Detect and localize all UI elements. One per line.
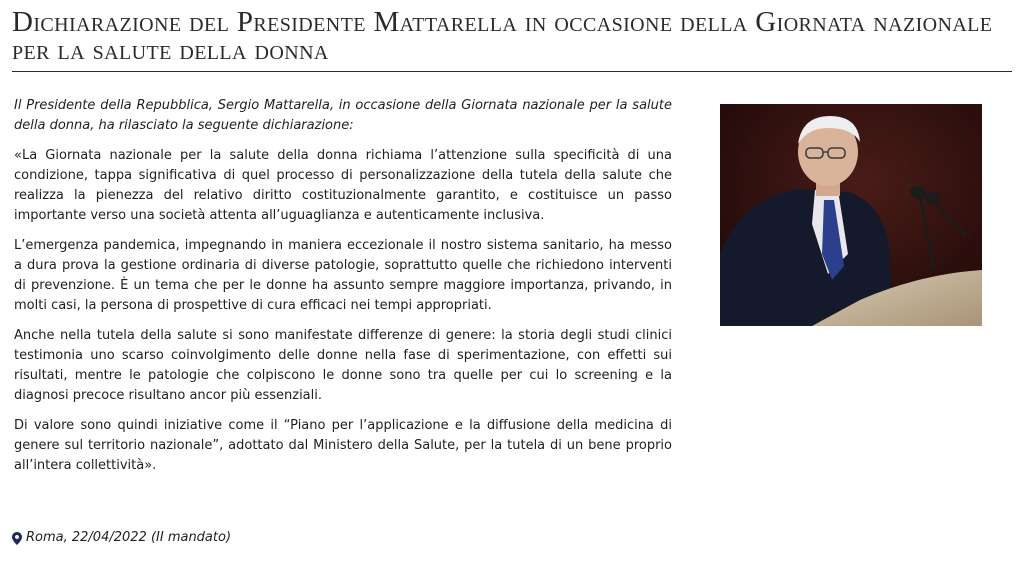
place-date: Roma, 22/04/2022 (II mandato) — [26, 530, 232, 545]
president-photo — [720, 104, 982, 326]
president-photo-illustration — [720, 104, 982, 326]
page-title: Dichiarazione del Presidente Mattarella in occasione della Giornata nazionale per la salute della donna — [12, 6, 993, 66]
intro-paragraph: Il Presidente della Repubblica, Sergio Mattarella, in occasione della Giornata nazionale per la salute della donna, ha rilasciato la seguente dichiarazione: — [14, 98, 672, 133]
article-body — [14, 96, 672, 486]
body-paragraph-4: Di valore sono quindi iniziative come il “Piano per l’applicazione e la diffusione della medicina di genere sul territorio nazionale”, adottato dal Ministero della Salute, per la tutela di un bene proprio all’intera collettività». — [14, 418, 672, 473]
body-paragraph-1: «La Giornata nazionale per la salute della donna richiama l’attenzione sulla specificità di una condizione, tappa significativa di quel processo di personalizzazione della tutela della salute che realizza la pienezza del relativo diritto costituzionalmente garantito, e costituisce un passo importante verso una società attenta all’uguaglianza e autenticamente inclusiva. — [14, 148, 672, 223]
map-marker-icon — [12, 532, 22, 545]
body-paragraph-2: L’emergenza pandemica, impegnando in maniera eccezionale il nostro sistema sanitario, ha messo a dura prova la gestione ordinaria di diverse patologie, soprattutto quelle che richiedono interventi di prevenzione. È un tema che per le donne ha assunto sempre maggiore importanza, privando, in molti casi, la persona di prospettive di cura efficaci nei tempi appropriati. — [14, 238, 672, 313]
footer-location — [12, 530, 231, 546]
title-divider — [12, 71, 1012, 72]
body-paragraph-3: Anche nella tutela della salute si sono manifestate differenze di genere: la storia degli studi clinici testimonia uno scarso coinvolgimento delle donne nella fase di sperimentazione, con effetti sui risultati, mentre le patologie che colpiscono le donne sono tra quelle per cui lo screening e la diagnosi precoce risultano ancor più essenziali. — [14, 328, 672, 403]
